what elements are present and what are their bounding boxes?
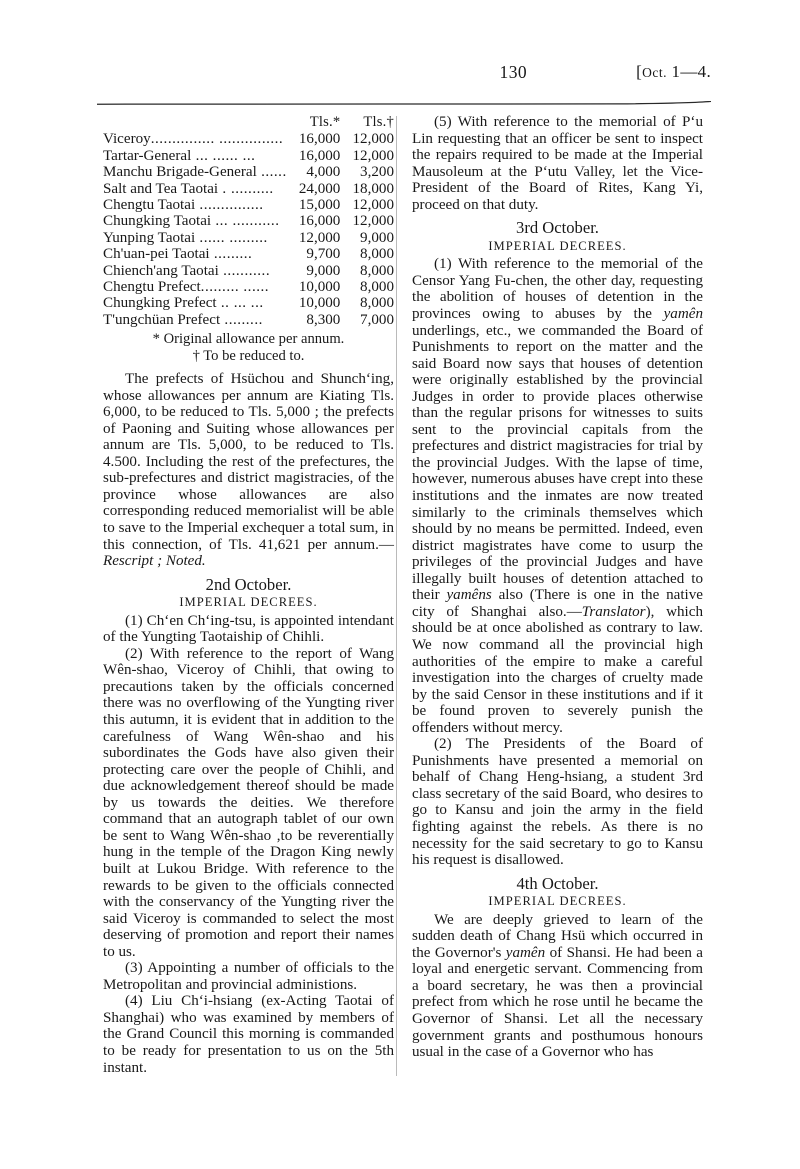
date-heading-oct4: 4th October. bbox=[516, 873, 599, 893]
oct3-decree-1-yamen-1: yamên bbox=[663, 306, 703, 323]
table-row bbox=[103, 312, 394, 328]
oct3-decree-1-yamens: yamêns bbox=[446, 587, 492, 604]
table-row bbox=[103, 181, 394, 197]
table-row bbox=[103, 295, 394, 311]
office-title: Chungking Prefect bbox=[103, 295, 217, 312]
table-cell-office bbox=[103, 246, 287, 262]
table-cell-office bbox=[103, 295, 287, 311]
table-row bbox=[103, 213, 394, 229]
date-heading-oct2: 2nd October. bbox=[205, 574, 292, 594]
decree-1: (1) Ch‘en Ch‘ing-tsu, is appointed intendant of the Yungting Taotaiship of Chihli. bbox=[103, 612, 394, 646]
table-header-original: Tls.* bbox=[309, 114, 341, 130]
page-number: 130 bbox=[499, 62, 527, 82]
table-header-office bbox=[103, 114, 287, 131]
table-cell-office bbox=[103, 263, 287, 279]
table-cell-reduced-allowance: 7,000 bbox=[360, 311, 394, 328]
dot-leader: ......... bbox=[220, 311, 263, 328]
office-title: Viceroy bbox=[103, 131, 151, 148]
table-cell-reduced-allowance: 18,000 bbox=[352, 180, 394, 197]
column-divider bbox=[396, 116, 397, 1076]
office-title: Manchu Brigade-General bbox=[103, 164, 257, 181]
right-column bbox=[412, 114, 703, 1061]
footnote-reduced: † To be reduced to. bbox=[192, 347, 305, 364]
running-head bbox=[97, 62, 711, 90]
office-title: Chengtu Taotai bbox=[103, 197, 196, 214]
office-title: Salt and Tea Taotai bbox=[103, 180, 219, 197]
table-cell-office bbox=[103, 181, 287, 197]
table-cell-office bbox=[103, 279, 287, 295]
table-cell-original-allowance: 12,000 bbox=[298, 229, 341, 246]
table-row bbox=[103, 263, 394, 279]
allowance-table bbox=[103, 114, 394, 328]
date-heading-oct3: 3rd October. bbox=[516, 218, 599, 238]
table-cell-office bbox=[103, 230, 287, 246]
oct3-decree-2: (2) The Presidents of the Board of Punishments have presented a memorial on behalf of Chang Heng-hsiang, a student 3rd class secretary of the said Board, who desires to go to Kansu and join the army in the field fighting against the rebels. As there is no necessity for the said secretary to go to Kansu his request is disallowed. bbox=[412, 736, 703, 869]
table-row bbox=[103, 230, 394, 246]
oct4-decree bbox=[412, 912, 703, 1061]
table-row bbox=[103, 148, 394, 164]
subheading-imperial-decrees-oct3: IMPERIAL DECREES. bbox=[488, 238, 627, 253]
table-cell-reduced-allowance: 8,000 bbox=[360, 295, 394, 312]
table-cell-office bbox=[103, 131, 287, 147]
table-cell-original-allowance: 9,700 bbox=[306, 246, 341, 263]
dot-leader: .. ... ... bbox=[216, 295, 264, 312]
subheading-imperial-decrees-oct4: IMPERIAL DECREES. bbox=[488, 894, 627, 909]
table-cell-original-allowance: 9,000 bbox=[306, 262, 341, 279]
dot-leader: ......... ...... bbox=[200, 279, 270, 296]
dot-leader: ............... bbox=[195, 197, 264, 214]
header-rule bbox=[97, 101, 711, 104]
table-cell-office bbox=[103, 213, 287, 229]
office-title: Ch'uan-pei Taotai bbox=[103, 246, 210, 263]
dot-leader: ........... bbox=[218, 262, 271, 279]
decree-5: (5) With reference to the memorial of P‘u Lin requesting that an officer be sent to inspect the repairs required to be made at the Imperial Mausoleum at the P‘utu Valley, let the Vice-President of the Board of Rites, Kang Yi, proceed on that duty. bbox=[412, 114, 703, 213]
oct4-decree-part-a: We are deeply grieved to learn of the sudden death of Chang Hsü which occurred in the Governor's bbox=[412, 911, 703, 961]
office-title: Chengtu Prefect bbox=[103, 279, 201, 296]
oct3-decree-1-part-d: ), which should be at once abolished as contrary to law. We now command all the provincial high authorities of the empire to make a careful investigation into the charges of cruelty made by the said Censor in these institutions and if it be found proven to severely punish the offenders without mercy. bbox=[412, 603, 703, 736]
decree-4: (4) Liu Ch‘i-hsiang (ex-Acting Taotai of Shanghai) who was examined by members of the Grand Council this morning is commanded to be ready for presentation to us on the 5th instant. bbox=[103, 993, 394, 1076]
subheading-imperial-decrees-oct2: IMPERIAL DECREES. bbox=[179, 595, 318, 610]
paragraph-prefects-rescript: Rescript ; Noted. bbox=[103, 553, 206, 570]
table-cell-reduced-allowance: 9,000 bbox=[360, 229, 394, 246]
table-row bbox=[103, 246, 394, 262]
table-cell-office bbox=[103, 312, 287, 328]
table-cell-original-allowance: 8,300 bbox=[306, 311, 341, 328]
oct4-decree-part-b: of Shansi. He had been a loyal and energetic servant. Commencing from a board secretary, he was then a provincial prefect from which he rose until he became the Governor of Shansi. Let all the necessary government grants and posthumous honours usual in the case of a Governor who has bbox=[412, 944, 704, 1061]
table-cell-reduced-allowance: 12,000 bbox=[352, 131, 394, 148]
table-cell-original-allowance: 16,000 bbox=[298, 213, 341, 230]
table-footnotes bbox=[103, 331, 394, 364]
oct3-decree-1-translator-note: Translator bbox=[581, 603, 646, 620]
decree-2: (2) With reference to the report of Wang Wên-shao, Viceroy of Chihli, that owing to precautions taken by the officials concerned there was no overflowing of the Yungting river this autumn, it is evident that in addition to the carefulness of Wang Wên-shao and his subordinates the Gods have also given their protecting care over the people of Chihli, and due acknowledgement thereof should be made by us towards the deities. We therefore command that an autograph tablet of our own be sent to Wang Wên-shao ,to be reverentially hung in the temple of the Dragon King newly built at Lukou Bridge. With reference to the rewards to be given to the officials connected with the conservancy of the Yungting river the said Viceroy is commanded to select the most deserving of promotion and report their names to us. bbox=[103, 645, 394, 960]
date-range-header bbox=[636, 62, 711, 82]
oct4-decree-yamen: yamên bbox=[505, 944, 546, 961]
dot-leader: ...... ......... bbox=[195, 229, 268, 246]
table-row bbox=[103, 131, 394, 147]
office-title: Chungking Taotai bbox=[103, 213, 212, 230]
table-row bbox=[103, 197, 394, 213]
table-cell-reduced-allowance: 8,000 bbox=[360, 246, 394, 263]
left-column bbox=[103, 114, 394, 1076]
table-cell-original-allowance: 16,000 bbox=[298, 147, 341, 164]
table-header-reduced: Tls.† bbox=[363, 114, 394, 130]
allowance-table-body bbox=[103, 131, 394, 328]
office-title: Tartar-General bbox=[103, 147, 192, 164]
table-cell-reduced-allowance: 12,000 bbox=[352, 213, 394, 230]
table-cell-reduced-allowance: 12,000 bbox=[352, 147, 394, 164]
decree-3: (3) Appointing a number of officials to the Metropolitan and provincial administions. bbox=[103, 960, 394, 993]
footnote-original: * Original allowance per annum. bbox=[152, 331, 345, 348]
dot-leader: ............... ............... bbox=[150, 131, 284, 148]
dot-leader: ... ........... bbox=[211, 213, 280, 230]
paragraph-prefects bbox=[103, 371, 394, 570]
date-range-bracket: [ bbox=[636, 62, 643, 81]
table-cell-reduced-allowance: 3,200 bbox=[360, 164, 394, 181]
table-header-row bbox=[103, 114, 394, 131]
table-cell-reduced-allowance: 8,000 bbox=[360, 279, 394, 296]
dot-leader: ...... bbox=[256, 164, 287, 181]
oct3-decree-1 bbox=[412, 256, 703, 736]
date-range-month: Oct. bbox=[642, 65, 667, 80]
table-row bbox=[103, 164, 394, 180]
dot-leader: ... ...... ... bbox=[191, 147, 256, 164]
table-cell-original-allowance: 4,000 bbox=[306, 164, 341, 181]
office-title: Chiench'ang Taotai bbox=[103, 262, 219, 279]
oct3-decree-1-part-b: underlings, etc., we commanded the Board of Punishments to report on the matter and the said Board now says that houses of detention were originally established by the provincial Judges in order to provide places otherwise than the regular prisons for witnesses to suits sent to the provincial capitals from the prefectures and district magistracies for trial by the provincial Judges. With the lapse of time, however, numerous abuses have crept into these institutions and the inmates are now treated similarly to the criminals themselves which should by no means be permitted. Indeed, even district magistrates have come to usurp the privileges of the provincial Judges and have illegally built houses of detention attached to their bbox=[412, 322, 703, 604]
paragraph-prefects-text: The prefects of Hsüchou and Shunch‘ing, whose allowances per annum are Kiating Tls. 6,000, to be reduced to Tls. 5,000 ; the prefects of Paoning and Suiting whose allowances per annum are Tls. 5,000, to be reduced to Tls. 4.500. Including the rest of the prefectures, the sub-prefectures and district magistracies, of the province whose allowances are also corresponding reduced memorialist will be able to save to the Imperial exchequer a total sum, in this connection, of Tls. 41,621 per annum.— bbox=[103, 371, 394, 553]
table-cell-original-allowance: 24,000 bbox=[298, 180, 341, 197]
oct3-decree-1-part-c: also (There is one in the native city of Shanghai also.— bbox=[412, 587, 703, 620]
table-cell-reduced-allowance: 8,000 bbox=[360, 262, 394, 279]
dot-leader: . .......... bbox=[218, 180, 274, 197]
dot-leader: ......... bbox=[209, 246, 253, 263]
table-cell-original-allowance: 15,000 bbox=[298, 197, 341, 214]
table-cell-original-allowance: 10,000 bbox=[298, 279, 341, 296]
table-cell-office bbox=[103, 197, 287, 213]
table-cell-office bbox=[103, 148, 287, 164]
office-title: Yunping Taotai bbox=[103, 229, 196, 246]
office-title: T'ungchüan Prefect bbox=[103, 311, 221, 328]
table-cell-reduced-allowance: 12,000 bbox=[352, 197, 394, 214]
table-cell-original-allowance: 10,000 bbox=[298, 295, 341, 312]
table-row bbox=[103, 279, 394, 295]
table-cell-office bbox=[103, 164, 287, 180]
oct3-decree-1-part-a: (1) With reference to the memorial of the Censor Yang Fu-chen, the other day, requesting the abolition of houses of detention in the provinces owing to abuses by the bbox=[412, 256, 703, 323]
date-range-days: 1—4. bbox=[667, 62, 711, 81]
table-cell-original-allowance: 16,000 bbox=[298, 131, 341, 148]
